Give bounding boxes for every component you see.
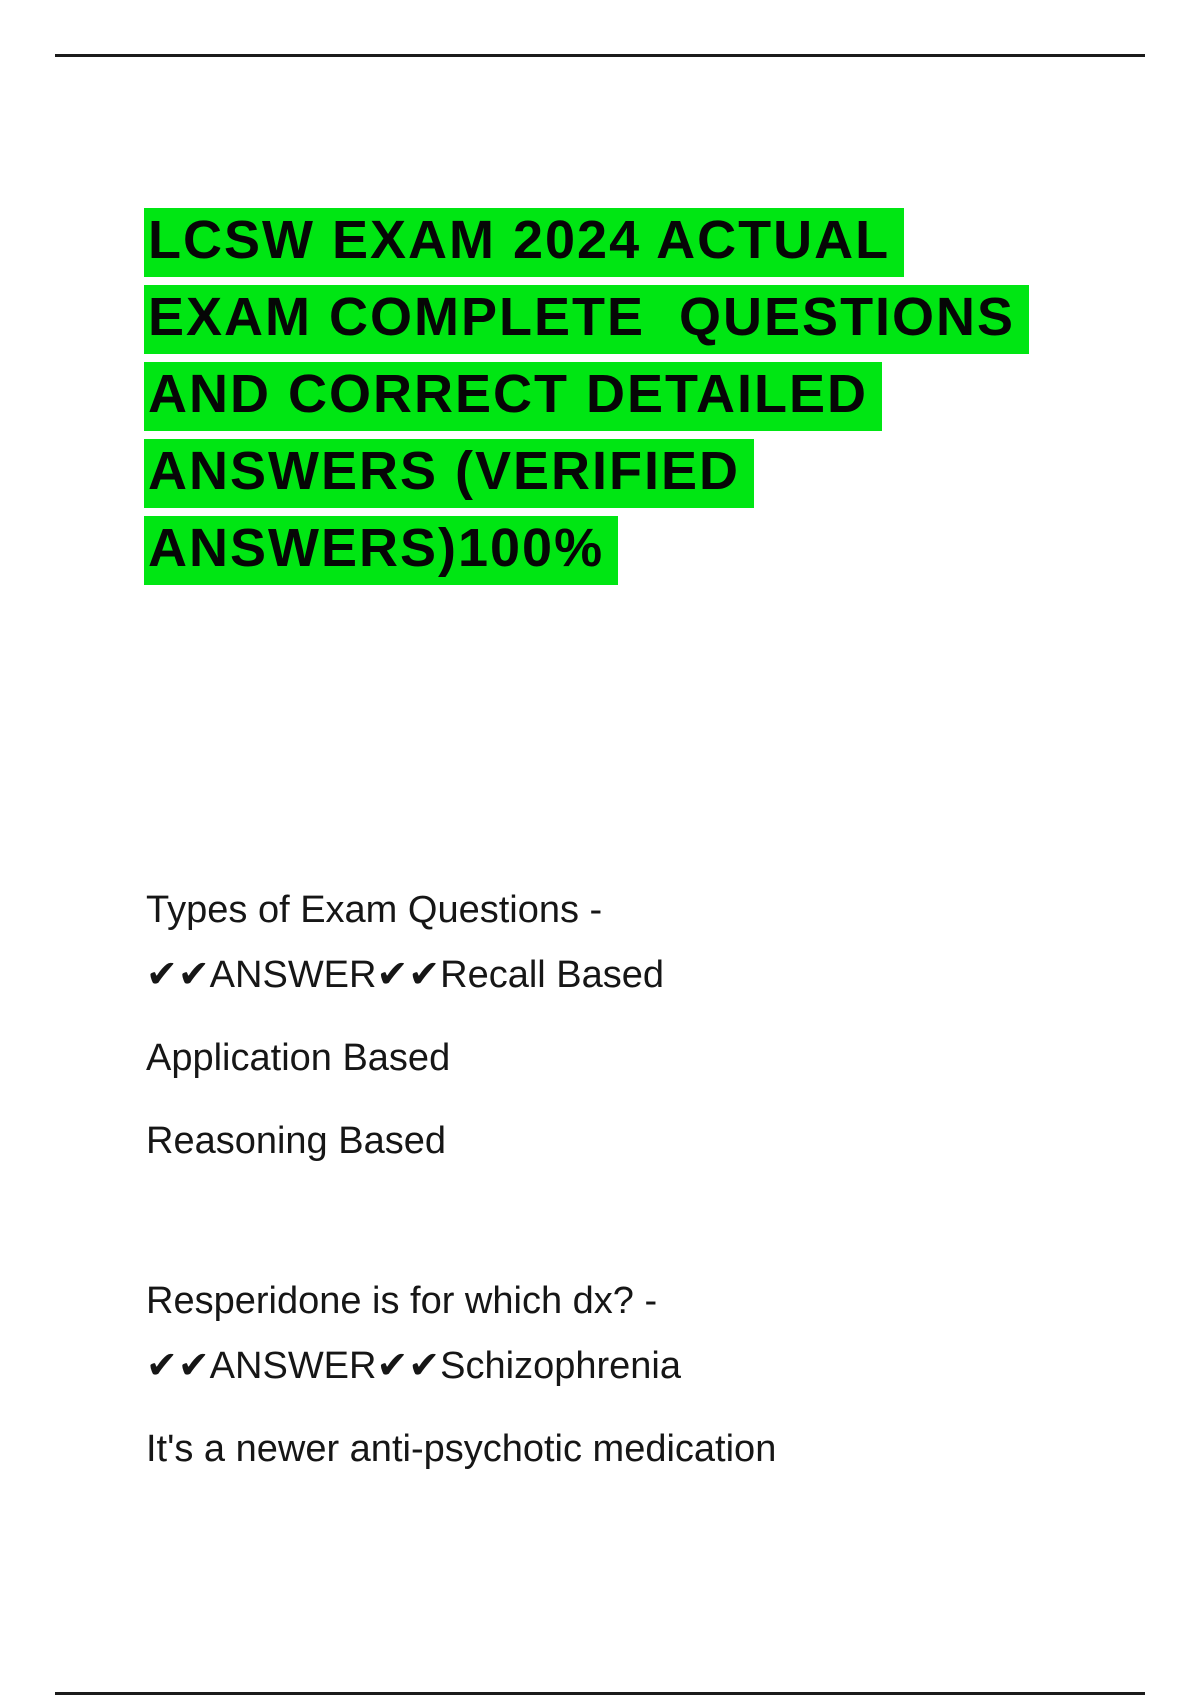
title-line-2: EXAM COMPLETE QUESTIONS	[144, 285, 1029, 354]
top-border-line	[55, 54, 1145, 57]
answer-text: ✔✔ANSWER✔✔Recall Based	[146, 954, 665, 996]
qa-block-2	[146, 1269, 1086, 1482]
answer-text: ✔✔ANSWER✔✔Schizophrenia	[146, 1345, 681, 1387]
answer-note: It's a newer anti-psychotic medication	[146, 1428, 777, 1470]
title-line-5: ANSWERS)100%	[144, 516, 618, 585]
title-line-1: LCSW EXAM 2024 ACTUAL	[144, 208, 904, 277]
qa-block-1	[146, 878, 1086, 1174]
question-text: Resperidone is for which dx? -	[146, 1280, 658, 1322]
document-title	[144, 208, 1029, 593]
bottom-border-line	[55, 1692, 1145, 1695]
title-line-3: AND CORRECT DETAILED	[144, 362, 882, 431]
answer-note: Application Based	[146, 1037, 451, 1079]
question-text: Types of Exam Questions -	[146, 889, 603, 931]
document-body	[146, 878, 1086, 1482]
answer-note: Reasoning Based	[146, 1120, 446, 1162]
title-line-4: ANSWERS (VERIFIED	[144, 439, 754, 508]
